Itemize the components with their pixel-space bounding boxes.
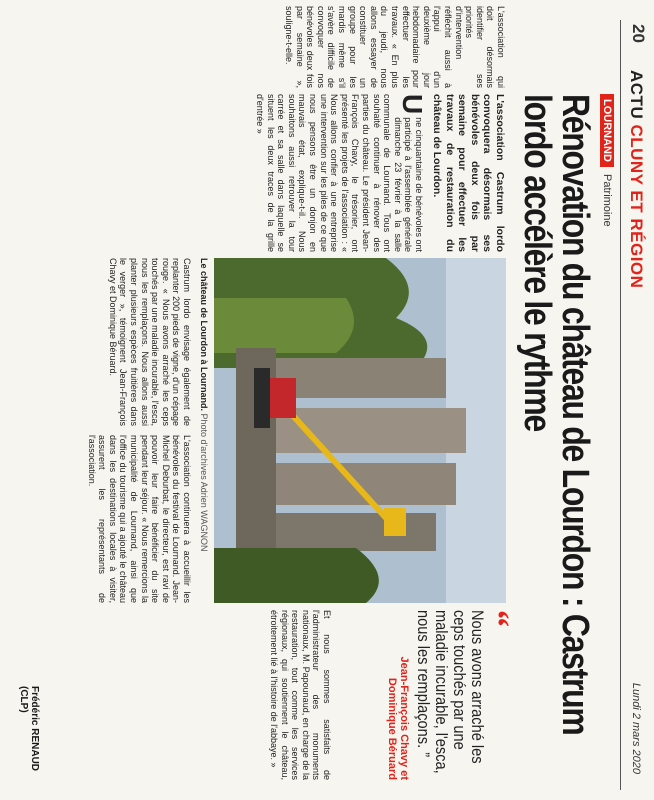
issue-date: Lundi 2 mars 2020	[630, 682, 642, 774]
castle-photo	[214, 258, 506, 603]
header-divider	[620, 20, 621, 790]
article-body-column-2: Castrum lordo envisage également de replanter 200 pieds de vigne, d'un cépage rouge. « Nous avons arraché les ceps touchés par une maladie incurable, l'esca, nous les remplaçons. Nous allons aussi planter plusieurs espèces fruitières dans le verger », témoignent Jean-François Chavy et Dominique Béruard.	[107, 258, 192, 426]
article-body-column-1	[255, 94, 428, 252]
caption-title: Le château de Lourdon à Lournand.	[199, 258, 209, 412]
article-body-column-3: L'association continuera à accueillir les bénévoles du festival de Lournand. Jean-Michel Deburbat, le directeur, est ravi de pouvoir leur faire bénéficier du site pendant leur séjour. « Nous remercions la municipalité de Lournand, ainsi que l'office du tourisme qui a ajouté le château dans les destinations locales à visiter, assurent les représentants de l'association.	[86, 435, 192, 603]
page-number: 20	[629, 24, 648, 43]
quote-text: Nous avons arraché les ceps touchés par une maladie incurable, l'esca, nous les remplaçons. ”	[414, 610, 487, 774]
subsection-label: Patrimoine	[601, 174, 613, 227]
caption-credit: Photo d'archives Adrien WAGNON	[199, 413, 209, 552]
article-body-column-4: Et nous sommes satisfaits de l'administrateur des monuments nationaux, M. Papounaud, en charge de la restauration, tout comme les services régionaux, qui soutiennent le château, étroitement lié à l'histoire de l'abbaye. »	[269, 610, 332, 780]
drop-cap: U	[397, 94, 428, 115]
section-header	[626, 70, 646, 288]
section-region: CLUNY ET RÉGION	[627, 124, 646, 289]
pull-quote	[386, 610, 515, 780]
location-tag: LOURNAND	[600, 94, 614, 167]
section-actu: ACTU	[627, 70, 646, 120]
article-lead: L'association Castrum lordo convoquera désormais ses bénévoles deux fois par semaine pour effectuer les travaux de restauration du château de Lourdon.	[431, 94, 506, 252]
quote-author: Jean-François Chavy et Dominique Béruard	[386, 656, 410, 780]
body-text-1: ne cinquantaine de bénévoles ont participé à l'assemblée générale dimanche 23 février à la salle communale de Lournand. Tous ont souhaité continuer à rénover des parties du château. Le président Jean-François Chavy, le trésorier, ont présenté les projets de l'association : « Nous allons confier à une entreprise une intervention sur les piles de ce que nous pensons être un donjon en mauvais état, explique-t-il. Nous souhaitons aussi retrouver la tour carrée et sa salle dans laquelle se situent les deux traces de la grille d'entrée »	[255, 94, 424, 252]
byline: Frédéric RENAUD (CLP)	[18, 686, 40, 772]
photo-caption	[198, 258, 209, 603]
article-body-column-0: L'association qui doit désormais identifier ses priorités d'intervention réfléchit aussi à l'appui d'un deuxième jour hebdomadaire pour effectuer les travaux. « En plus du jeudi, nous allons essayer de constituer un groupe pour les mardis même s'il s'avère difficile de convoquer nos bénévoles deux fois par semaine », souligne-t-elle.	[284, 6, 506, 88]
kicker	[601, 94, 613, 227]
quote-mark: “	[478, 610, 515, 627]
article-headline: Rénovation du château de Lourdon : Castrum lordo accélère le rythme	[516, 94, 596, 735]
